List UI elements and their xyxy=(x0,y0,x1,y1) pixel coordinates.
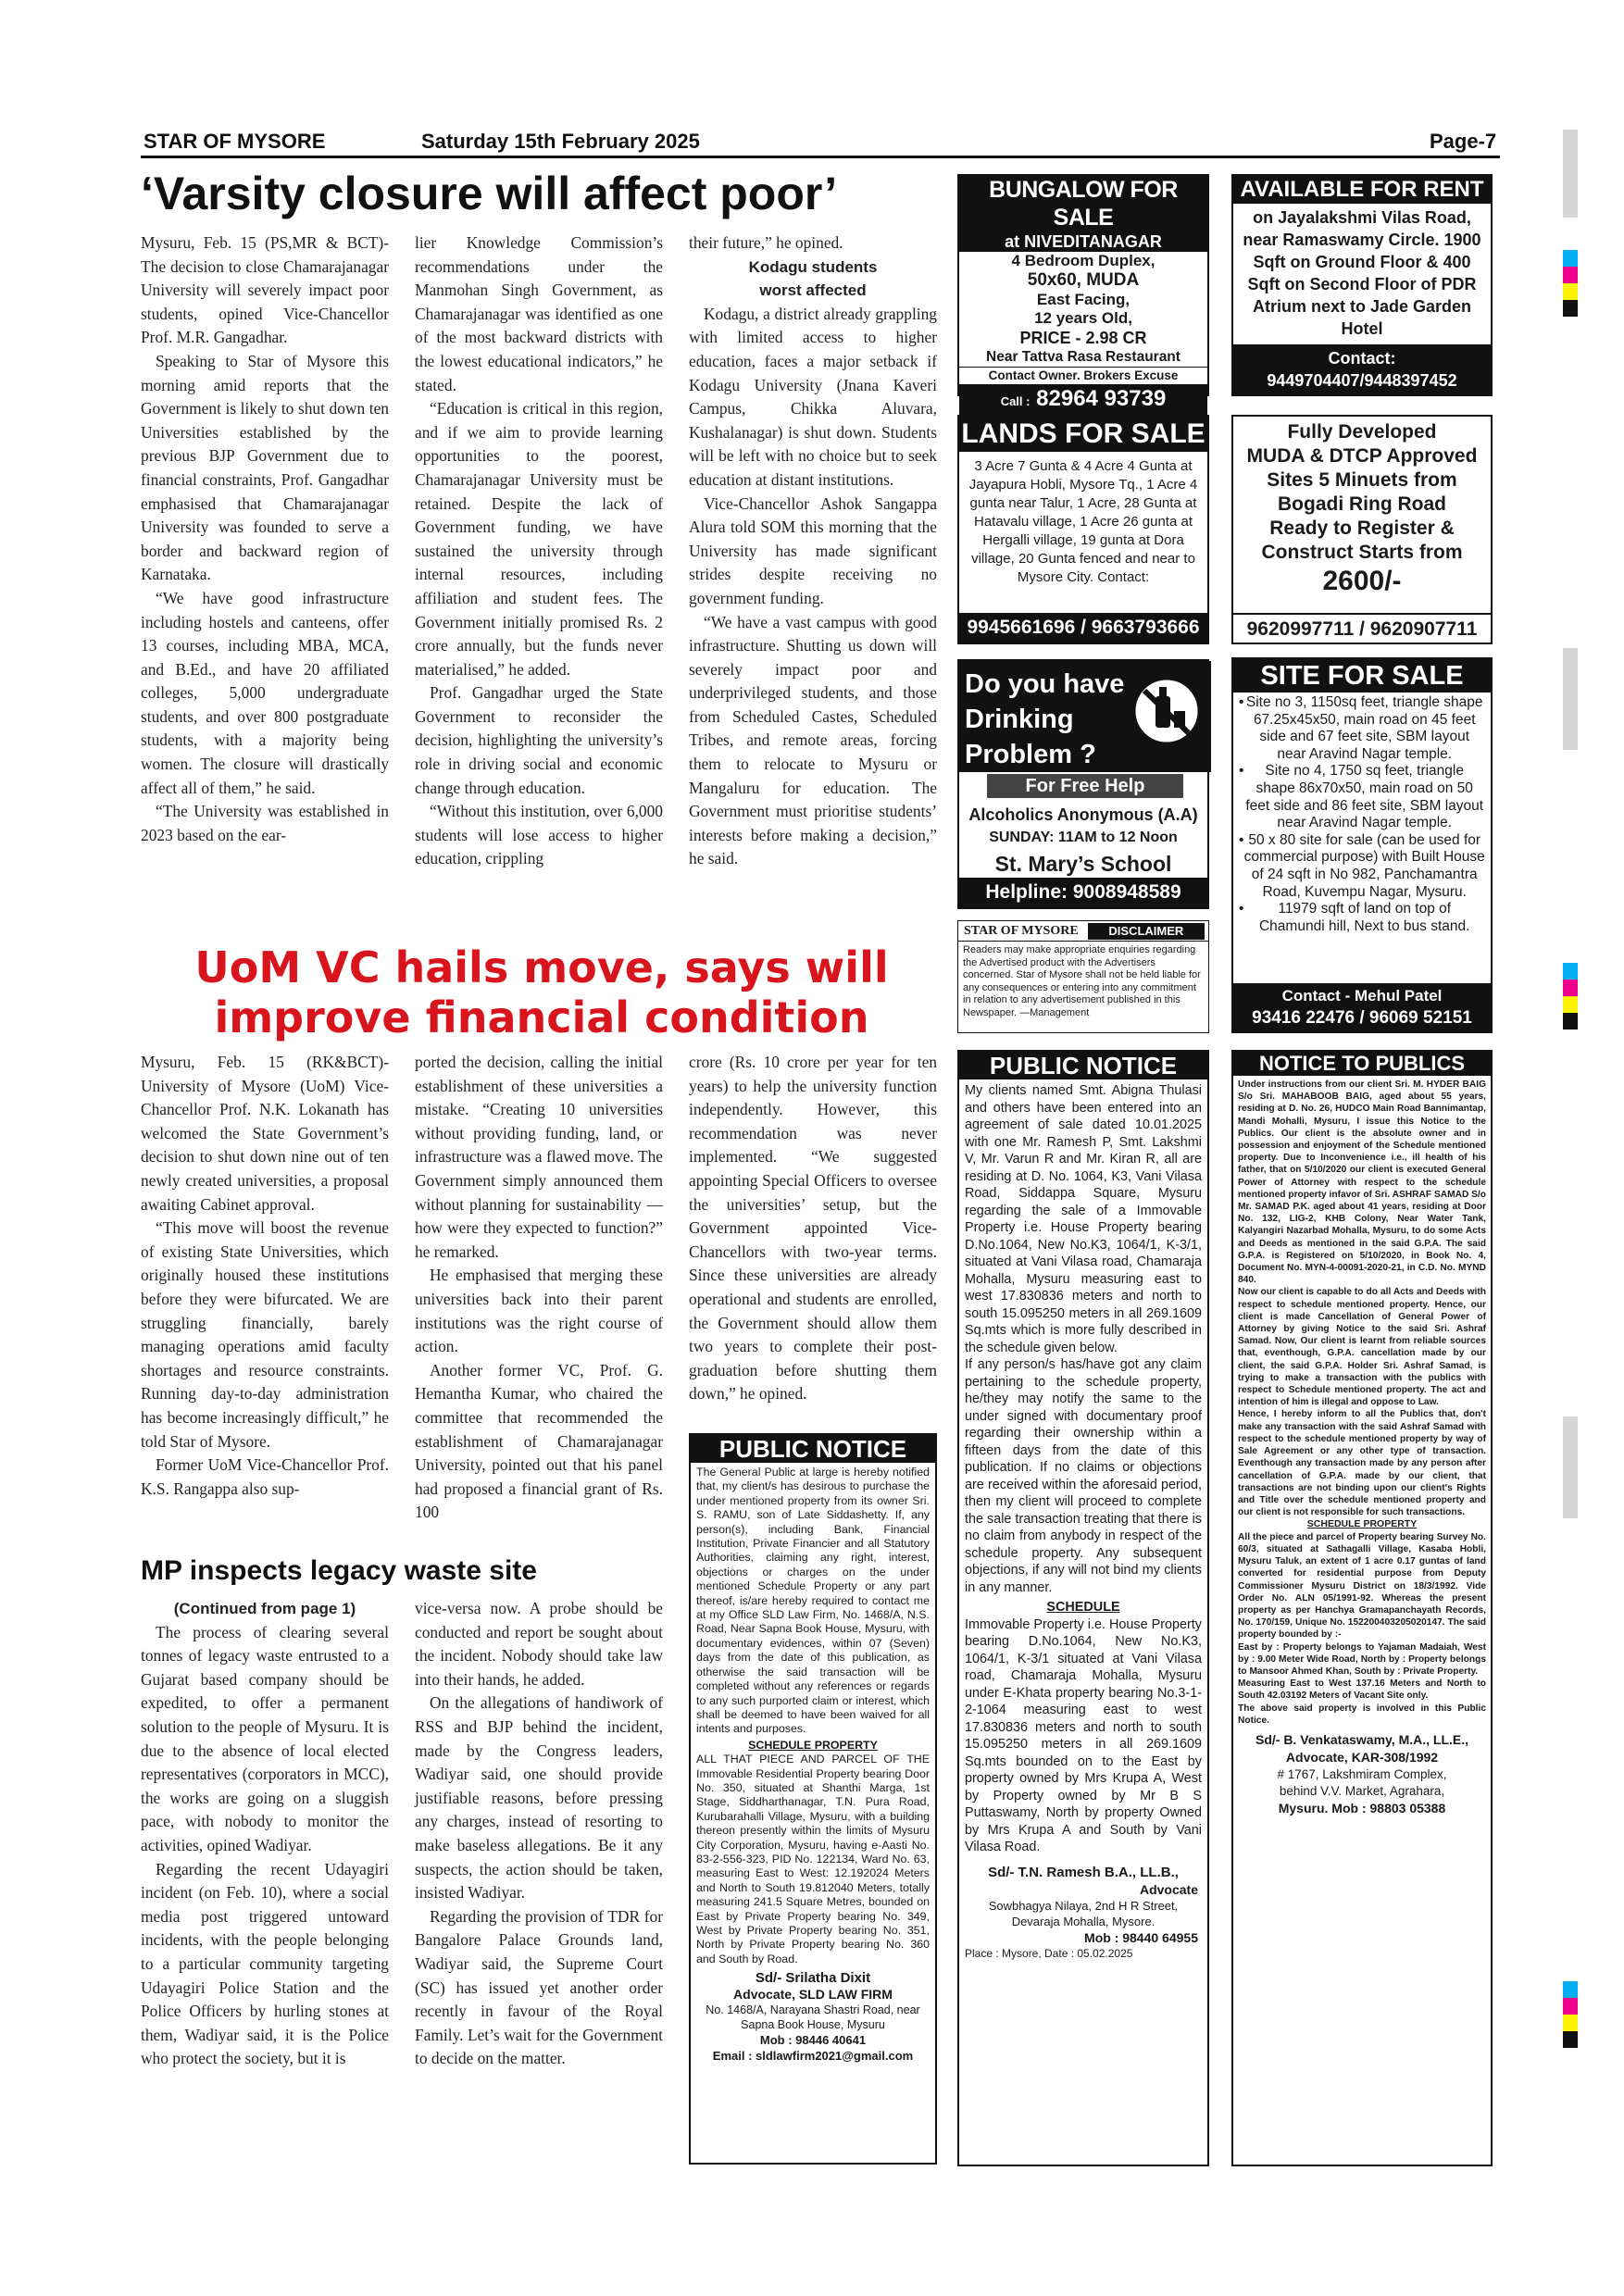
bungalow-near: Near Tattva Rasa Restaurant xyxy=(986,349,1181,365)
reg-swatch-cyan-2 xyxy=(1563,963,1578,980)
article3-continued-note: (Continued from page 1) xyxy=(173,1600,356,1617)
article1-subhead-2: worst affected xyxy=(759,281,867,300)
bungalow-call-label: Call : xyxy=(1000,394,1031,408)
reg-swatch-black-3 xyxy=(1563,2031,1578,2048)
public-notice-2-designation: Advocate xyxy=(1139,1881,1198,1897)
article1-column-1 xyxy=(141,231,389,941)
aa-line-2: Drinking xyxy=(965,705,1074,734)
ad-bungalow-for-sale xyxy=(957,174,1209,411)
disclaimer-box xyxy=(957,920,1209,1033)
bungalow-line-3: East Facing, xyxy=(1036,291,1131,308)
public-notice-2-place-date: Place : Mysore, Date : 05.02.2025 xyxy=(965,1946,1133,1960)
article2-c2-p3: Another former VC, Prof. G. Hemantha Kumar, who chaired the committee that recommended the establishment of Chamarajanagar University, pointed out that his panel had proposed a financial grant of Rs. 100 xyxy=(415,1360,663,1522)
article1-c3-p2: Vice-Chancellor Ashok Sangappa Alura told SOM this morning that the University has made significant strides despite receiving no government funding. xyxy=(689,493,937,607)
article3-column-1 xyxy=(141,1597,389,2162)
bungalow-phone: 82964 93739 xyxy=(1036,386,1167,411)
bungalow-phone-bar xyxy=(959,384,1207,417)
public-notice-1-schedule-title: SCHEDULE PROPERTY xyxy=(748,1738,878,1752)
bungalow-title: BUNGALOW FOR SALE xyxy=(959,176,1207,231)
article2-column-1 xyxy=(141,1051,389,1551)
article2-column-2 xyxy=(415,1051,663,1551)
public-notice-2-address-2: Devaraja Mohalla, Mysore. xyxy=(1011,1914,1156,1928)
public-notice-2-address-1: Sowbhagya Nilaya, 2nd H R Street, xyxy=(988,1898,1179,1913)
public-notice-1-email: Email : sldlawfirm2021@gmail.com xyxy=(712,2049,914,2064)
no-drinking-icon xyxy=(1131,674,1202,748)
article3-c2-p1: vice-versa now. A probe should be conducted and report be sought about the incident. Nobody should take law into their hands, he added. xyxy=(415,1599,663,1689)
article3-c2-p2: On the allegations of handiwork of RSS and BJP behind the incident, made by the Congress leaders, Wadiyar said, one should provide justifiable reasons, before pressing any charges, instead of resorting to make baseless allegations. Be it any suspects, the action should be taken, insisted Wadiyar. xyxy=(415,1693,663,1903)
reg-swatch-cyan-3 xyxy=(1563,1981,1578,1998)
aa-line-3: Problem ? xyxy=(965,740,1096,769)
public-notice-1-schedule-body: ALL THAT PIECE AND PARCEL OF THE Immovable Residential Property bearing Door No. 350, situated at Shanthi Marga, 1st Stage, Siddharthanagar, T.N. Pura Road, Kurubarahalli Village, Mysuru, with a building thereon presently within the limits of Mysuru City Corporation, Mysuru, having e-Aasti No. 83-2-556-323, PID No. 122134, Ward No. 63, measuring East to West: 12.192024 Meters and North to South 19.812040 Meters, totally measuring 241.5 Square Metres, bounded on East by Private Property bearing No. 349, West by Private Property bearing No. 351, North by Private Property bearing No. 360 and South by Road. xyxy=(696,1753,930,1965)
muda-price: 2600/- xyxy=(1322,566,1402,596)
notice-to-publics-signature: Sd/- B. Venkataswamy, M.A., LL.E., xyxy=(1255,1732,1469,1748)
article3-c2-p3: Regarding the provision of TDR for Bangalore Palace Grounds land, Wadiyar said, the Supreme Court (SC) has issued yet another order recently in favour of the Royal Family. Let’s wait for the Government to decide on the matter. xyxy=(415,1906,663,2068)
notice-to-publics-schedule-body: All the piece and parcel of Property bearing Survey No. 60/3, situated at Sathagalli Village, Kasaba Hobli, Mysuru Taluk, an extent of 1 acre 0.17 guntas of land converted for residential purpose from Deputy Commissioner Mysuru District on 18/3/1992. Vide Order No. ALN 05/1991-92. Whereas the present property as per Hanchya Gramapanchayath Records, No. 170/159, Unique No. 152200403205020147. The said property bounded by :- East by : Property belongs to Yajaman Madaiah, West by : 9.00 Meter Wide Road, North by : Property belongs to Mansoor Ahmed Khan, South by : Private Property. Measuring East to West 137.16 Meters and North to South 42.03192 Meters of Vacant Site only. The above said property is involved in this Public Notice. xyxy=(1238,1531,1486,1726)
aa-time: SUNDAY: 11AM to 12 Noon xyxy=(989,830,1178,845)
muda-line-5: Ready to Register & xyxy=(1269,518,1455,539)
reg-swatch-magenta-2 xyxy=(1563,980,1578,996)
ad-muda-sites xyxy=(1231,415,1493,644)
article1-column-2 xyxy=(415,231,663,941)
article2-column-3 xyxy=(689,1051,937,1426)
aa-free-help: For Free Help xyxy=(987,774,1183,798)
site-contact-bar xyxy=(1233,983,1491,1031)
aa-line-1: Do you have xyxy=(965,669,1125,699)
site-title: SITE FOR SALE xyxy=(1233,659,1491,693)
notice-to-publics-designation: Advocate, KAR-308/1992 xyxy=(1285,1750,1439,1766)
article2-headline-line-2: improve financial condition xyxy=(214,992,869,1042)
public-notice-sld-law-firm xyxy=(689,1433,937,2165)
aa-venue: St. Mary’s School xyxy=(994,852,1172,876)
article1-c3-top: their future,” he opined. xyxy=(689,233,843,252)
public-notice-2-signature: Sd/- T.N. Ramesh B.A., LL.B., xyxy=(988,1864,1179,1880)
public-notice-1-title: PUBLIC NOTICE xyxy=(691,1435,935,1463)
public-notice-1-signature: Sd/- Srilatha Dixit xyxy=(755,1970,871,1987)
masthead-page-number: Page-7 xyxy=(1430,130,1497,153)
public-notice-2-mobile: Mob : 98440 64955 xyxy=(1084,1929,1198,1945)
article1-column-3 xyxy=(689,231,937,941)
public-notice-1-mobile: Mob : 98446 40641 xyxy=(759,2033,867,2048)
ad-site-for-sale xyxy=(1231,657,1493,1033)
disclaimer-header xyxy=(958,921,1208,942)
reg-swatch-grey-2 xyxy=(1563,648,1578,750)
article1-c2-p1: lier Knowledge Commission’s recommendations under the Manmohan Singh Government, as Chamarajanagar was identified as one of the most backward districts with the lowest educational indicators,” he stated. xyxy=(415,233,663,394)
article1-c1-p2: Speaking to Star of Mysore this morning amid reports that the Government is likely to shut down ten Universities established by the previous BJP Government due to financial constraints, Prof. Gangadhar emphasised that Chamarajanagar University was founded to serve a border and backward region of Karnataka. xyxy=(141,351,389,584)
lands-body: 3 Acre 7 Gunta & 4 Acre 4 Gunta at Jayapura Hobli, Mysore Tq., 1 Acre 4 gunta near Talur, 1 Acre, 28 Gunta at Hatavalu village, 1 Acre 26 gunta at Hergalli village, 19 gunta at Dora village, 20 Gunta fenced and near to Mysore City. Contact: xyxy=(968,458,1198,585)
article3-c1-p1: The process of clearing several tonnes of legacy waste entrusted to a Gujarat based company should be expedited, to offer a permanent solution to the people of Mysuru. It is due to the absence of local elected representatives (corporators in MCC), the works are going on a sluggish pace, with nobody to monitor the activities, opined Wadiyar. xyxy=(141,1622,389,1854)
aa-question xyxy=(965,667,1124,772)
site-item: • 50 x 80 site for sale (can be used for commercial purpose) with Built House of 24 sqft in No 982, Panchamantra Road, Kuvempu Nagar, Mysuru. xyxy=(1239,831,1485,900)
public-notice-2-schedule-title: SCHEDULE xyxy=(1046,1600,1120,1615)
article2-c1-p1: Mysuru, Feb. 15 (RK&BCT)- University of Mysore (UoM) Vice-Chancellor Prof. N.K. Lokanath has welcomed the State Government’s decision to shut down nine out of ten newly created universities, a proposal awaiting Cabinet approval. xyxy=(141,1053,389,1214)
lands-phone: 9945661696 / 9663793666 xyxy=(959,613,1207,643)
aa-helpline: Helpline: 9008948589 xyxy=(959,878,1207,907)
notice-to-publics-schedule-title: SCHEDULE PROPERTY xyxy=(1306,1518,1418,1530)
article3-column-2 xyxy=(415,1597,663,2162)
article2-c1-p2: “This move will boost the revenue of existing State Universities, which originally housed these institutions before they were bifurcated. We are struggling financially, barely managing operations amid faculty shortages and resource constraints. Running day-to-day administration has become increasingly difficult,” he told Star of Mysore. xyxy=(141,1218,389,1451)
reg-swatch-cyan xyxy=(1563,250,1578,267)
article2-c3-p1: crore (Rs. 10 crore per year for ten years) to help the university function independently. However, this recommendation was never implemented. “We suggested appointing Special Officers to oversee the universities’ setup, but the Government appointed Vice-Chancellors with two-year terms. Since these universities are already operational and students are enrolled, the Government should allow them two years to complete their post-graduation before shutting them down,” he opined. xyxy=(689,1053,937,1404)
reg-swatch-magenta xyxy=(1563,267,1578,283)
disclaimer-body: Readers may make appropriate enquiries regarding the Advertised product with the Advertisers concerned. Star of Mysore shall not be held liable for any consequences or entering into any commitment in relation to any advertisement published in this Newspaper. —Management xyxy=(963,944,1201,1018)
public-notice-1-address-1: No. 1468/A, Narayana Shastri Road, near xyxy=(706,2003,920,2017)
article1-c1-p4: “The University was established in 2023 based on the ear- xyxy=(141,802,389,844)
reg-swatch-grey xyxy=(1563,130,1578,218)
notice-to-publics-title: NOTICE TO PUBLICS xyxy=(1233,1052,1491,1076)
bungalow-line-2: 50x60, MUDA xyxy=(1027,270,1140,290)
bungalow-contact-note: Contact Owner. Brokers Excuse xyxy=(959,367,1207,384)
site-item: • 11979 sqft of land on top of Chamundi hill, Next to bus stand. xyxy=(1239,901,1470,934)
notice-to-publics-mobile: Mysuru. Mob : 98803 05388 xyxy=(1278,1801,1446,1816)
site-phone: 93416 22476 / 96069 52151 xyxy=(1252,1008,1472,1028)
ad-lands-for-sale xyxy=(957,415,1209,644)
reg-swatch-black-2 xyxy=(1563,1013,1578,1029)
public-notice-2-title: PUBLIC NOTICE xyxy=(959,1052,1207,1079)
reg-swatch-yellow xyxy=(1563,283,1578,300)
rent-title: AVAILABLE FOR RENT xyxy=(1233,176,1491,204)
notice-to-publics-address-2: behind V.V. Market, Agrahara, xyxy=(1279,1784,1445,1799)
article2-c2-p2: He emphasised that merging these universities back into their parent institutions was the right course of action. xyxy=(415,1266,663,1356)
public-notice-1-designation: Advocate, SLD LAW FIRM xyxy=(733,1987,893,2003)
public-notice-2-body: My clients named Smt. Abigna Thulasi and others have been entered into an agreement of sale dated 10.01.2025 with one Mr. Ramesh P, Smt. Lakshmi V, Mr. Varun R and Mr. Kiran R, all are residing at D. No. 1064, K3, Vani Vilasa Road, Siddappa Square, Mysuru regarding the sale of a Immovable Property i.e. House Property bearing D.No.1064, New No.K3, 1064/1, K-3/1, situated at Vani Vilasa road, Chamaraja Mohalla, Mysuru measuring east to west 17.830836 meters and north to south 15.095250 meters in all 269.1609 Sq.mts which is more fully described in the schedule given below. If any person/s has/have got any claim pertaining to the schedule property, he/they may notify the same to the under signed with documentary proof regarding their ownership within a fifteen days from the date of this publication. If no claims or objections are received within the aforesaid period, then my client will proceed to complete the sale transaction treating that there is no claim from anybody in respect of the schedule property. Any subsequent objections, if any will not bind my clients in any manner. xyxy=(965,1083,1202,1595)
public-notice-1-body: The General Public at large is hereby notified that, my client/s has desirous to purchase the under mentioned property from its owner Sri. S. RAMU, son of Late Siddashetty. If, any person(s), including Bank, Financial Institution, Private Financier and all Statutory Authorities, claiming any right, interest, objections or charges on the under mentioned Schedule Property or any part thereof, is/are hereby required to contact me at my Office SLD Law Firm, No. 1468/A, N.S. Road, Near Sapna Book House, Mysuru, with documentary evidences, within 07 (Seven) days from the date of this publication, as otherwise the said transaction will be completed without any references or regards to any such purported claim or interest, which shall be deemed to have been waived for all intents and purposes. xyxy=(696,1466,930,1736)
masthead-date: Saturday 15th February 2025 xyxy=(421,130,700,153)
article1-c3-p3: “We have a vast campus with good infrastructure. Shutting us down will severely impact poor and underprivileged students, and those from Scheduled Castes, Scheduled Tribes, and remote areas, forcing them to relocate to Mysuru or Mangaluru for education. The Government must prioritise students’ interests before making a decision,” he said. xyxy=(689,612,937,868)
article2-c2-p1: ported the decision, calling the initial establishment of these universities a mistake. “Creating 10 universities without providing funding, land, or infrastructure was a flawed move. The Government simply announced them without planning for sustainability — how were they expected to function?” he remarked. xyxy=(415,1053,663,1261)
rent-phone: 9449704407/9448397452 xyxy=(1267,371,1457,390)
public-notice-1-address-2: Sapna Book House, Mysuru xyxy=(741,2018,885,2032)
disclaimer-title: DISCLAIMER xyxy=(1088,923,1205,940)
notice-to-publics xyxy=(1231,1050,1493,2166)
rent-body: on Jayalakshmi Vilas Road, near Ramaswamy Circle. 1900 Sqft on Ground Floor & 400 Sqft on Second Floor of PDR Atrium next to Jade Garden Hotel xyxy=(1243,208,1481,338)
muda-line-4: Bogadi Ring Road xyxy=(1278,493,1446,515)
muda-line-1: Fully Developed xyxy=(1287,421,1437,443)
bungalow-line-1: 4 Bedroom Duplex, xyxy=(1011,252,1156,269)
article1-headline: ‘Varsity closure will affect poor’ xyxy=(141,168,838,219)
site-item: • Site no 3, 1150sq feet, triangle shape 67.25x45x50, main road on 45 feet side and 67 feet site, SBM layout near Aravind Nagar temple. xyxy=(1239,694,1483,762)
reg-swatch-magenta-3 xyxy=(1563,1998,1578,2015)
article2-c1-p3: Former UoM Vice-Chancellor Prof. K.S. Rangappa also sup- xyxy=(141,1455,389,1498)
reg-swatch-yellow-2 xyxy=(1563,996,1578,1013)
article3-c1-p2: Regarding the recent Udayagiri incident (on Feb. 10), where a social media post triggered untoward incidents, with the people belonging to a particular community targeting Udayagiri Police Station and the Police Officers by hurling stones at them, Wadiyar said, it is the Police who protect the society, but it is xyxy=(141,1859,389,2068)
article1-subhead-1: Kodagu students xyxy=(748,257,878,276)
masthead-paper-name: STAR OF MYSORE xyxy=(144,130,326,153)
article1-c3-p1: Kodagu, a district already grappling with limited access to higher education, faces a major setback if Kodagu University (Jnana Kaveri Campus, Chikka Aluvara, Kushalanagar) is shut down. Students will be left with no choice but to seek education at distant institutions. xyxy=(689,304,937,489)
ad-available-for-rent xyxy=(1231,174,1493,396)
site-contact-name: Contact - Mehul Patel xyxy=(1281,987,1443,1004)
bungalow-line-4: 12 years Old, xyxy=(1034,309,1132,327)
article2-headline-line-1: UoM VC hails move, says will xyxy=(194,942,889,992)
muda-line-3: Sites 5 Minuets from xyxy=(1267,469,1457,491)
notice-to-publics-address-1: # 1767, Lakshmiram Complex, xyxy=(1277,1767,1447,1782)
site-list xyxy=(1233,693,1491,937)
lands-title: LANDS FOR SALE xyxy=(959,417,1207,452)
disclaimer-logo: STAR OF MYSORE xyxy=(964,923,1079,938)
ad-alcoholics-anonymous xyxy=(957,659,1209,909)
muda-line-2: MUDA & DTCP Approved xyxy=(1246,445,1478,467)
rent-contact-label: Contact: xyxy=(1328,349,1396,368)
reg-swatch-black xyxy=(1563,300,1578,317)
bungalow-location: at NIVEDITANAGAR xyxy=(959,231,1207,252)
site-item: • Site no 4, 1750 sq feet, triangle shape 86x70x50, main road on 50 feet side and 86 feet site, SBM layout near Aravind Nagar temple. xyxy=(1239,763,1484,831)
aa-organisation: Alcoholics Anonymous (A.A) xyxy=(968,805,1198,824)
muda-phone: 9620997711 / 9620907711 xyxy=(1233,613,1491,643)
public-notice-tn-ramesh xyxy=(957,1050,1209,2166)
header-rule xyxy=(141,156,1500,158)
reg-swatch-grey-3 xyxy=(1563,1416,1578,1518)
article3-headline: MP inspects legacy waste site xyxy=(141,1555,537,1586)
reg-swatch-yellow-3 xyxy=(1563,2015,1578,2031)
rent-contact-bar xyxy=(1233,344,1491,394)
public-notice-2-schedule-body: Immovable Property i.e. House Property bearing D.No.1064, New No.K3, 1064/1, K-3/1 situated at Vani Vilasa road, Chamaraja Mohalla, Mysuru under E-Khata property bearing No.3-1-2-1064 measuring east to west 17.830836 meters and north to south 15.095250 meters in all 269.1609 Sq.mts bounded on to the East by property owned by Mrs Krupa A, West by Property owned by Mr B S Puttaswamy, North by property Owned by Mrs Krupa A and South by Vani Vilasa Road. xyxy=(965,1616,1202,1854)
article1-c2-p2: “Education is critical in this region, and if we aim to provide learning opportunities to the poorest, Chamarajanagar University must be retained. Despite the lack of Government funding, we have sustained the university through internal resources, including affiliation and student fees. The Government initially promised Rs. 2 crore annually, but the funds never materialised,” he added. xyxy=(415,399,663,679)
article1-c2-p4: “Without this institution, over 6,000 students will lose access to higher education, crippling xyxy=(415,802,663,868)
article1-c1-p1: Mysuru, Feb. 15 (PS,MR & BCT)- The decision to close Chamarajanagar University will severely impact poor students, opined Vice-Chancellor Prof. M.R. Gangadhar. xyxy=(141,233,389,347)
bungalow-price: PRICE - 2.98 CR xyxy=(1019,329,1147,347)
notice-to-publics-body: Under instructions from our client Sri. M. HYDER BAIG S/o Sri. MAHABOOB BAIG, aged about 55 years, residing at D. No. 26, HUDCO Main Road Bannimantap, Mandi Mohalli, Mysuru, I issue this Notice to the Publics. Our client is the absolute owner and in possession and enjoyment of the Schedule mentioned property. Due to Inconvenience i.e., ill health of his father, that on 5/10/2020 our client is executed General Power of Attorney with respect to the schedule mentioned property infavor of Sri. ASHRAF SAMAD S/o Mr. SAMAD P.K. aged about 41 years, residing at Door No. 132, LIG-2, KHB Colony, Near Water Tank, Kalyangiri Nazarbad Mohalla, Mysuru, to do some Acts and Deeds as mentioned in the said G.P.A. The said G.P.A. is Registered on 5/10/2020, in Book No. 4, Document No. MYN-4-00091-2020-21, in C.D. No. MYND 840. Now our client is capable to do all Acts and Deeds with respect to schedule mentioned property. Hence, our client is made Cancellation of General Power of Attorney by giving Notice to the said Sri. Ashraf Samad. Now, Our client is learnt from reliable sources that, eventhough, G.P.A. cancellation made by our client, the said G.P.A. Holder Sri. Ashraf Samad, is trying to make a transaction with the publics with respect to Schedule mentioned property. The act and intention of him is illegal and oppose to Law. Hence, I hereby inform to all the Publics that, don't make any transaction with the said Ashraf Samad with respect to the schedule mentioned property by way of Sale Agreement or any other type of transaction. Eventhough any transaction made by any person after cancellation of G.P.A. made by our client, that transactions are not binding upon our client's Rights and Title over the schedule mentioned property and our client is not responsible for such transactions. xyxy=(1238,1079,1486,1518)
article1-c2-p3: Prof. Gangadhar urged the State Government to reconsider the decision, highlighting the university’s role in driving social and economic change through education. xyxy=(415,683,663,797)
muda-line-6: Construct Starts from xyxy=(1261,542,1463,563)
article1-c1-p3: “We have good infrastructure including hostels and canteens, offer 13 courses, including MBA, MCA, and B.Ed., and have 20 affiliated colleges, 5,000 undergraduate students, and over 800 postgraduate students, with a majority being women. The closure will drastically affect all of them,” he said. xyxy=(141,588,389,797)
